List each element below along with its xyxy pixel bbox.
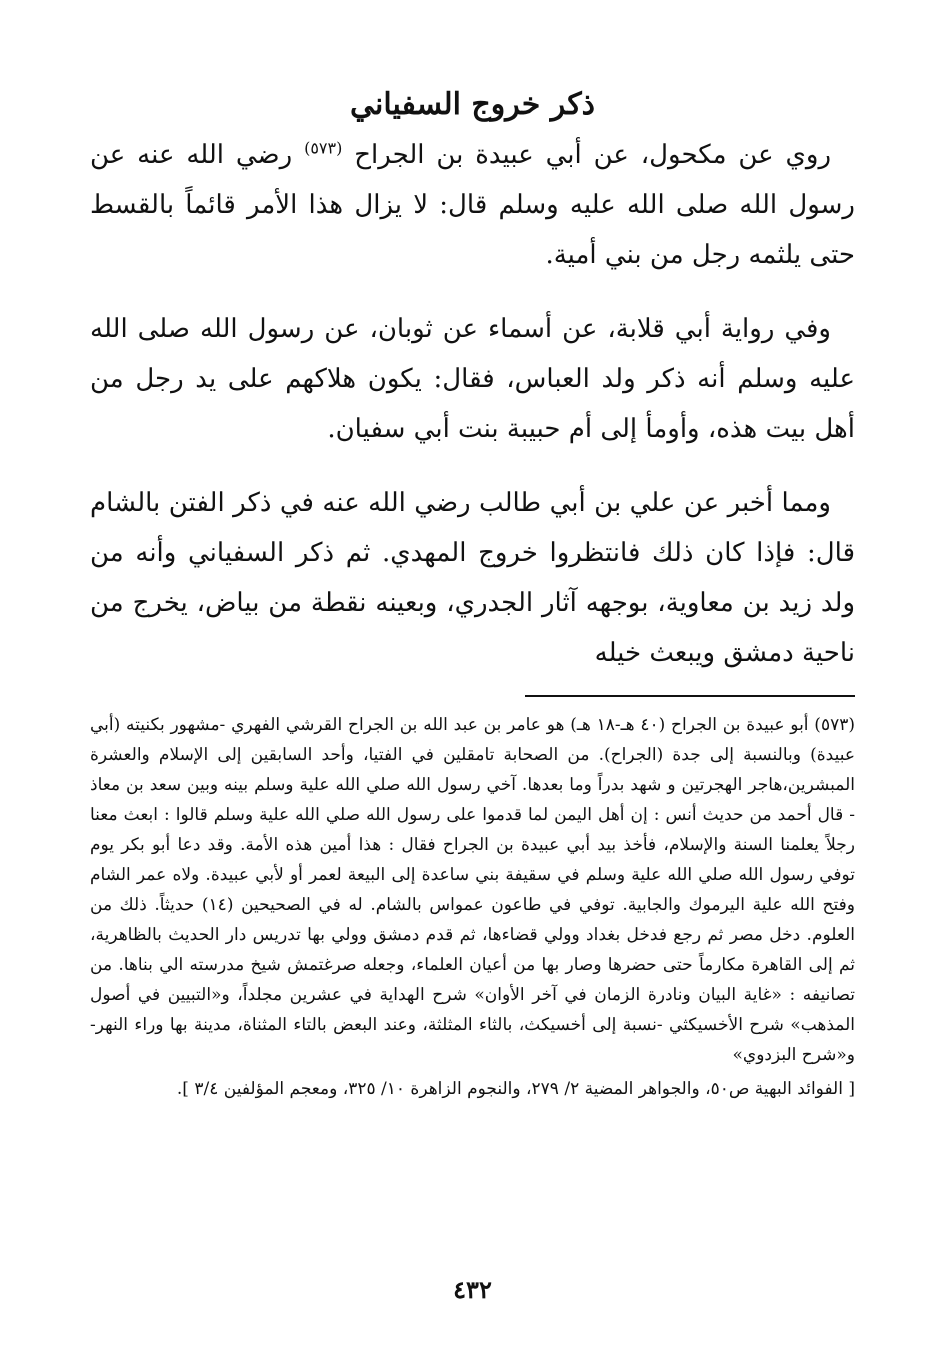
footnote-text: (٥٧٣) أبو عبيدة بن الجراح (٤٠ هـ-١٨ هـ) هو عامر بن عبد الله بن الجراح القرشي الفهري -مشهور بكنيته (أبي عبيدة) وبالنسبة إلى جدة (الجراح). من الصحابة تامقلين في الفتيا، وأحد السابقين إلى الإسلام والعشرة المبشرين،هاجر الهجرتين و شهد بدراً وما بعدها. آخي رسول الله صلي الله علية وسلم بينه وبين سعد بن معاذ - قال أحمد من حديث أنس : إن أهل اليمن لما قدموا على رسول الله صلي الله علية وسلم قالوا : ابعث معنا رجلاً يعلمنا السنة والإسلام، فأخذ بيد أبي عبيدة بن الجراح فقال : هذا أمين هذه الأمة. وقد دعا أبو بكر يوم توفي رسول الله صلي الله علية وسلم في سقيفة بني ساعدة إلى البيعة لعمر أو لأبي عبيدة. ولاه عمر الشام وفتح الله علية اليرموك والجابية. توفي في طاعون عمواس بالشام. له في الصحيحين (١٤) حديثاً. ذلك من العلوم. دخل مصر ثم رجع فدخل بغداد وولي قضاءها، ثم قدم دمشق وولي بها تدريس دار الحديث بالظاهرية، ثم إلى القاهرة مكارماً حتى حضرها وصار بها من أعيان العلماء، وجعله صرغتمش شيخ مدرسته الي بناها. من تصانيفه : «غاية البيان ونادرة الزمان في آخر الأوان» شرح الهداية في عشرين مجلداً، و«التبيين في أصول المذهب» شرح الأخسيكثي -نسبة إلى أخسيكث، بالثاء المثلثة، وعند البعض بالتاء المثناة، مدينة بها وراء النهر- و«شرح البزدوي»: [90, 715, 856, 1065]
footnote-references: [ الفوائد البهية ص٥٠، والجواهر المضية ٢/ ٢٧٩، والنجوم الزاهرة ١٠/ ٣٢٥، ومعجم المؤلفين ٣/٤ ].: [176, 1079, 855, 1099]
page-title: ذكر خروج السفياني: [350, 87, 595, 122]
footnotes: [90, 710, 855, 1104]
footnote-marker: (٥٧٣): [304, 138, 343, 158]
main-text: [90, 130, 855, 678]
page-number: ٤٣٢: [453, 1275, 492, 1304]
paragraph-3: ومما أخبر عن علي بن أبي طالب رضي الله عنه في ذكر الفتن بالشام قال: فإذا كان ذلك فانتظروا خروج المهدي. ثم ذكر السفياني وأنه من ولد زيد بن معاوية، بوجهه آثار الجدري، وبعينه نقطة من بياض، يخرج من ناحية دمشق ويبعث خيله: [90, 488, 855, 668]
paragraph-2: وفي رواية أبي قلابة، عن أسماء عن ثوبان، عن رسول الله صلى الله عليه وسلم أنه ذكر ولد العباس، فقال: يكون هلاكهم على يد رجل من أهل بيت هذه، وأومأ إلى أم حبيبة بنت أبي سفيان.: [90, 314, 855, 444]
footnote-divider: [525, 695, 855, 697]
paragraph-1-part-b: رضي الله عنه عن رسول الله صلى الله عليه وسلم قال: لا يزال هذا الأمر قائماً بالقسط حتى يلثمه رجل من بني أمية.: [90, 140, 855, 270]
paragraph-1-part-a: روي عن مكحول، عن أبي عبيدة بن الجراح: [354, 140, 832, 170]
paragraph-1: [90, 130, 855, 280]
book-page: [90, 80, 855, 1340]
